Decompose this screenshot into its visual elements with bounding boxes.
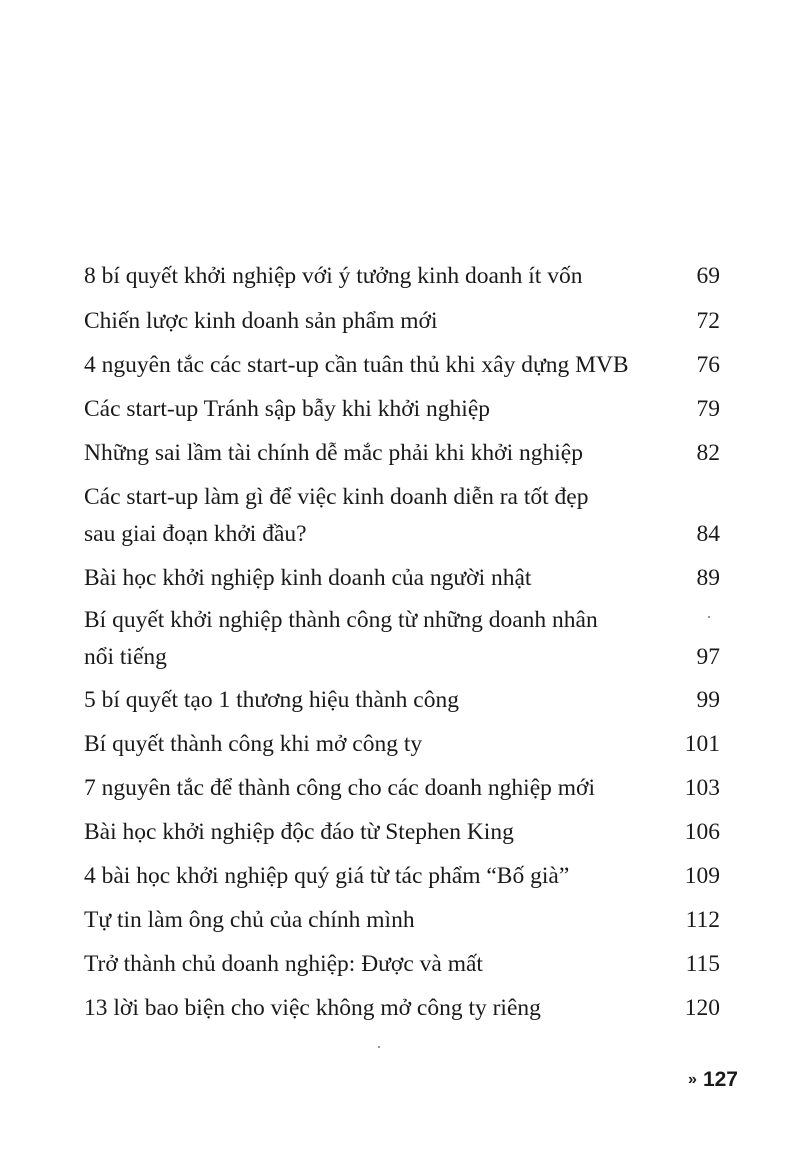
page-footer — [688, 1068, 738, 1092]
print-speck — [708, 616, 710, 618]
toc-entry — [84, 479, 724, 553]
toc-entry — [84, 814, 724, 851]
toc-entry-title: Bài học khởi nghiệp kinh doanh của người nhật — [84, 565, 532, 591]
toc-entry — [84, 303, 724, 340]
toc-entry — [84, 726, 724, 763]
toc-entry-page: 76 — [696, 352, 720, 378]
toc-entry-title: 4 bài học khởi nghiệp quý giá từ tác phẩm “Bố già” — [84, 863, 570, 889]
toc-entry — [84, 602, 724, 676]
toc-entry-title: Bài học khởi nghiệp độc đáo từ Stephen King — [84, 819, 514, 845]
toc-entry-title: Chiến lược kinh doanh sản phẩm mới — [84, 308, 438, 334]
page-number: 127 — [702, 1068, 738, 1091]
toc-entry — [84, 990, 724, 1027]
double-arrow-icon: » — [688, 1071, 693, 1088]
toc-entry — [84, 902, 724, 939]
toc-entry — [84, 682, 724, 719]
toc-entry-title: Bí quyết thành công khi mở công ty — [84, 731, 423, 757]
toc-entry-title-continued: nổi tiếng — [84, 644, 167, 670]
toc-entry-title: 7 nguyên tắc để thành công cho các doanh nghiệp mới — [84, 775, 595, 801]
toc-entry-page: 99 — [696, 687, 720, 713]
toc-entry — [84, 770, 724, 807]
toc-entry-page: 101 — [684, 731, 720, 757]
toc-entry-page: 112 — [685, 907, 720, 933]
toc-entry — [84, 391, 724, 428]
toc-entry — [84, 560, 724, 597]
toc-entry-page: 89 — [696, 565, 720, 591]
toc-entry-title: 5 bí quyết tạo 1 thương hiệu thành công — [84, 687, 459, 713]
toc-entry — [84, 946, 724, 983]
toc-entry — [84, 258, 724, 295]
toc-entry-page: 72 — [696, 308, 720, 334]
toc-entry — [84, 435, 724, 472]
print-speck — [378, 1046, 380, 1048]
toc-entry-page: 109 — [684, 863, 720, 889]
toc-entry-page: 97 — [696, 644, 720, 670]
toc-entry-page: 69 — [696, 263, 720, 289]
toc-entry-title-continued: sau giai đoạn khởi đầu? — [84, 521, 307, 547]
toc-entry — [84, 858, 724, 895]
toc-entry-title: 8 bí quyết khởi nghiệp với ý tưởng kinh doanh ít vốn — [84, 263, 583, 289]
toc-entry-title: Tự tin làm ông chủ của chính mình — [84, 907, 415, 933]
toc-entry-title: 13 lời bao biện cho việc không mở công ty riêng — [84, 995, 541, 1021]
toc-entry-title: Các start-up Tránh sập bẫy khi khởi nghiệp — [84, 396, 491, 422]
toc-entry-page: 82 — [696, 440, 720, 466]
toc-entry-page: 79 — [696, 396, 720, 422]
toc-entry-title: Bí quyết khởi nghiệp thành công từ những doanh nhân — [84, 607, 598, 633]
toc-entry-page: 103 — [684, 775, 720, 801]
toc-entry-title: Những sai lầm tài chính dễ mắc phải khi khởi nghiệp — [84, 440, 583, 466]
toc-entry-page: 115 — [685, 951, 720, 977]
toc-entry — [84, 347, 724, 384]
toc-entry-title: 4 nguyên tắc các start-up cần tuân thủ khi xây dựng MVB — [84, 352, 629, 378]
toc-entry-title: Trở thành chủ doanh nghiệp: Được và mất — [84, 951, 483, 977]
toc-entry-page: 106 — [684, 819, 720, 845]
toc-entry-title: Các start-up làm gì để việc kinh doanh diễn ra tốt đẹp — [84, 484, 589, 510]
toc-entry-page: 120 — [684, 995, 720, 1021]
toc-entry-page: 84 — [696, 521, 720, 547]
